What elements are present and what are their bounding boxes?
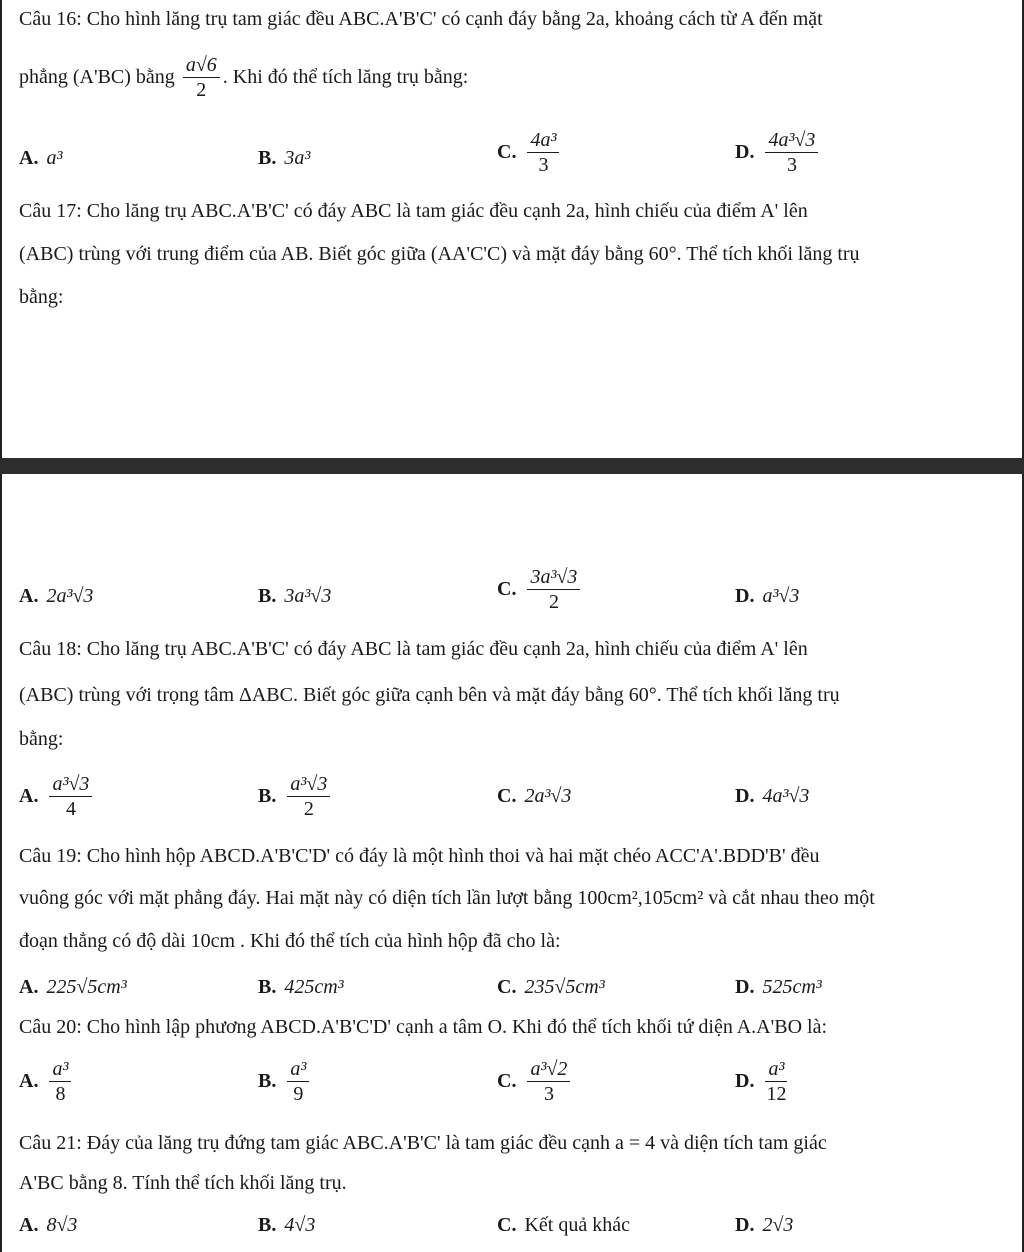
option-label: B. bbox=[258, 784, 277, 807]
q19-line3: đoạn thẳng có độ dài 10cm . Khi đó thể tích của hình hộp đã cho là: bbox=[19, 930, 561, 952]
frac-den: 3 bbox=[786, 153, 797, 176]
q17-line2: (ABC) trùng với trung điểm của AB. Biết góc giữa (AA'C'C) và mặt đáy bằng 60°. Thể tích khối lăng trụ bbox=[19, 243, 860, 265]
option-fraction bbox=[49, 773, 92, 820]
q16-distance-fraction bbox=[183, 54, 220, 101]
frac-num: a³√3 bbox=[49, 773, 92, 797]
q17-line3: bằng: bbox=[19, 286, 64, 308]
option-value: 525cm³ bbox=[762, 975, 822, 998]
q16-line2-end: . Khi đó thể tích lăng trụ bằng: bbox=[222, 66, 469, 88]
q21-line2: A'BC bằng 8. Tính thể tích khối lăng trụ. bbox=[19, 1172, 347, 1194]
option-fraction bbox=[49, 1058, 71, 1105]
frac-num: a³√3 bbox=[287, 773, 330, 797]
option-label: B. bbox=[258, 584, 277, 607]
frac-num: 4a³ bbox=[527, 129, 559, 153]
q16-option-d[interactable] bbox=[735, 126, 821, 178]
option-value: 2√3 bbox=[762, 1213, 794, 1236]
frac-den: 12 bbox=[766, 1082, 787, 1105]
q16-frac-den: 2 bbox=[196, 78, 207, 101]
option-value: 3a³ bbox=[284, 146, 311, 169]
option-value: a³√3 bbox=[762, 584, 800, 607]
q17-option-d[interactable] bbox=[735, 578, 799, 614]
option-fraction bbox=[527, 129, 559, 176]
frac-num: a³ bbox=[49, 1058, 71, 1082]
q21-option-d[interactable] bbox=[735, 1208, 793, 1242]
frac-den: 3 bbox=[543, 1082, 554, 1105]
option-label: D. bbox=[735, 784, 755, 807]
option-label: A. bbox=[19, 975, 39, 998]
option-label: A. bbox=[19, 1069, 39, 1092]
q16-frac-num: a√6 bbox=[183, 54, 220, 78]
frac-den: 2 bbox=[548, 590, 559, 613]
frac-num: a³ bbox=[287, 1058, 309, 1082]
q19-option-c[interactable] bbox=[497, 970, 605, 1004]
option-fraction bbox=[287, 1058, 309, 1105]
frac-num: a³√2 bbox=[527, 1058, 570, 1082]
option-label: C. bbox=[497, 975, 517, 998]
q16-option-b[interactable] bbox=[258, 138, 310, 178]
option-value: 4√3 bbox=[284, 1213, 316, 1236]
q17-option-b[interactable] bbox=[258, 578, 331, 614]
option-value: a³ bbox=[46, 146, 63, 169]
q20-option-a[interactable] bbox=[19, 1052, 74, 1110]
option-value: 8√3 bbox=[46, 1213, 78, 1236]
q18-line3: bằng: bbox=[19, 728, 64, 750]
frac-num: 3a³√3 bbox=[527, 566, 580, 590]
q16-line1: Câu 16: Cho hình lăng trụ tam giác đều ABC.A'B'C' có cạnh đáy bằng 2a, khoảng cách từ A đến mặt bbox=[19, 8, 823, 30]
option-label: A. bbox=[19, 146, 39, 169]
q19-line1: Câu 19: Cho hình hộp ABCD.A'B'C'D' có đáy là một hình thoi và hai mặt chéo ACC'A'.BDD'B' đều bbox=[19, 845, 820, 867]
frac-num: 4a³√3 bbox=[765, 129, 818, 153]
frac-den: 8 bbox=[55, 1082, 66, 1105]
q20-option-d[interactable] bbox=[735, 1052, 790, 1110]
q16-option-a[interactable] bbox=[19, 138, 62, 178]
option-value: 225√5cm³ bbox=[46, 975, 127, 998]
option-label: C. bbox=[497, 784, 517, 807]
option-label: D. bbox=[735, 1069, 755, 1092]
option-label: B. bbox=[258, 975, 277, 998]
option-value: Kết quả khác bbox=[524, 1213, 630, 1236]
option-label: B. bbox=[258, 1213, 277, 1236]
q16-option-c[interactable] bbox=[497, 126, 562, 178]
option-label: C. bbox=[497, 577, 517, 600]
q18-option-b[interactable] bbox=[258, 768, 333, 824]
q18-option-a[interactable] bbox=[19, 768, 95, 824]
option-label: C. bbox=[497, 140, 517, 163]
option-value: 3a³√3 bbox=[284, 584, 332, 607]
q21-option-c[interactable] bbox=[497, 1208, 630, 1242]
q19-option-b[interactable] bbox=[258, 970, 344, 1004]
option-label: A. bbox=[19, 784, 39, 807]
q20-option-b[interactable] bbox=[258, 1052, 312, 1110]
q16-line2 bbox=[19, 52, 468, 102]
option-fraction bbox=[527, 566, 580, 613]
option-label: A. bbox=[19, 584, 39, 607]
option-label: C. bbox=[497, 1069, 517, 1092]
q17-option-c[interactable] bbox=[497, 563, 583, 615]
q18-option-c[interactable] bbox=[497, 778, 571, 814]
q20-option-c[interactable] bbox=[497, 1052, 573, 1110]
q21-option-b[interactable] bbox=[258, 1208, 315, 1242]
frac-den: 3 bbox=[538, 153, 549, 176]
option-fraction bbox=[765, 129, 818, 176]
frac-den: 2 bbox=[303, 797, 314, 820]
option-label: A. bbox=[19, 1213, 39, 1236]
q18-option-d[interactable] bbox=[735, 778, 809, 814]
q16-line2-start: phẳng (A'BC) bằng bbox=[19, 66, 175, 88]
panel-divider bbox=[0, 458, 1024, 474]
frac-den: 9 bbox=[293, 1082, 304, 1105]
q18-line2: (ABC) trùng với trọng tâm ΔABC. Biết góc giữa cạnh bên và mặt đáy bằng 60°. Thể tích khối lăng trụ bbox=[19, 684, 840, 706]
q19-line2: vuông góc với mặt phẳng đáy. Hai mặt này có diện tích lần lượt bằng 100cm²,105cm² và cắt nhau theo một bbox=[19, 887, 875, 909]
option-value: 4a³√3 bbox=[762, 784, 810, 807]
q17-line1: Câu 17: Cho lăng trụ ABC.A'B'C' có đáy ABC là tam giác đều cạnh 2a, hình chiếu của điểm A' lên bbox=[19, 200, 808, 222]
q21-option-a[interactable] bbox=[19, 1208, 77, 1242]
option-label: D. bbox=[735, 975, 755, 998]
option-label: D. bbox=[735, 584, 755, 607]
option-value: 425cm³ bbox=[284, 975, 344, 998]
option-label: C. bbox=[497, 1213, 517, 1236]
option-label: B. bbox=[258, 146, 277, 169]
option-value: 2a³√3 bbox=[524, 784, 572, 807]
option-label: D. bbox=[735, 140, 755, 163]
option-label: D. bbox=[735, 1213, 755, 1236]
q19-option-d[interactable] bbox=[735, 970, 822, 1004]
option-fraction bbox=[765, 1058, 787, 1105]
q19-option-a[interactable] bbox=[19, 970, 127, 1004]
option-value: 2a³√3 bbox=[46, 584, 94, 607]
q20-line1: Câu 20: Cho hình lập phương ABCD.A'B'C'D' cạnh a tâm O. Khi đó thể tích khối tứ diện A.A'BO là: bbox=[19, 1016, 827, 1038]
q17-option-a[interactable] bbox=[19, 578, 93, 614]
option-fraction bbox=[287, 773, 330, 820]
frac-den: 4 bbox=[65, 797, 76, 820]
option-value: 235√5cm³ bbox=[524, 975, 605, 998]
option-fraction bbox=[527, 1058, 570, 1105]
option-label: B. bbox=[258, 1069, 277, 1092]
q18-line1: Câu 18: Cho lăng trụ ABC.A'B'C' có đáy ABC là tam giác đều cạnh 2a, hình chiếu của điểm A' lên bbox=[19, 638, 808, 660]
q21-line1: Câu 21: Đáy của lăng trụ đứng tam giác ABC.A'B'C' là tam giác đều cạnh a = 4 và diện tích tam giác bbox=[19, 1132, 827, 1154]
frac-num: a³ bbox=[765, 1058, 787, 1082]
